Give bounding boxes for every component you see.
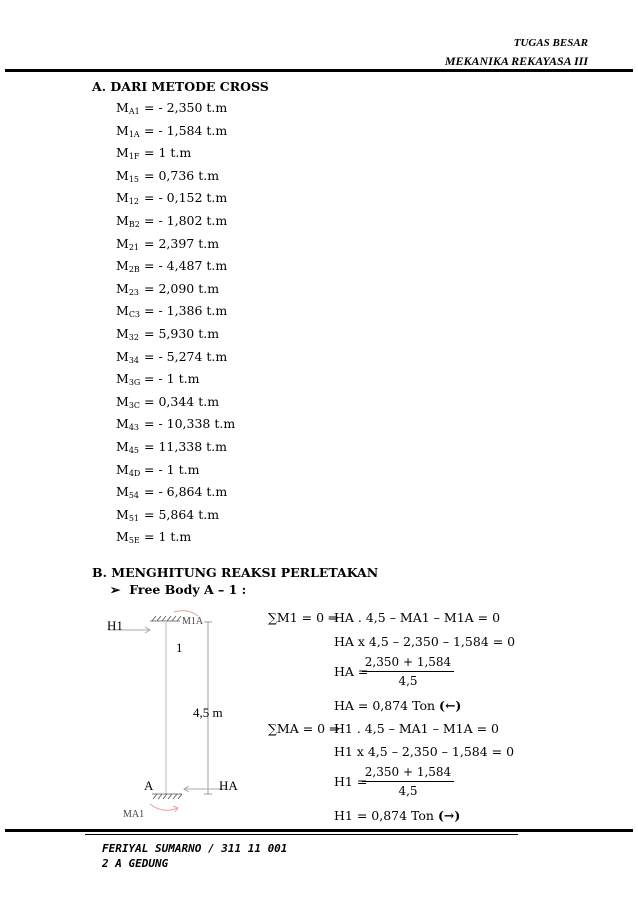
moment-value: = 1 t.m [144,145,192,161]
moment-subscript: 12 [128,197,139,207]
label-m1a: M1A [182,616,204,627]
moment-symbol: M [116,506,129,522]
moment-value: = - 1,386 t.m [144,303,228,319]
label-node-1: 1 [176,640,183,655]
h1-result [334,808,460,823]
moment-subscript: C3 [128,310,141,320]
footer-author: FERIYAL SUMARNO / 311 11 001 [102,842,288,855]
footer-class: 2 A GEDUNG [102,857,169,870]
moment-subscript: 3C [128,400,141,410]
moment-value: = - 1,802 t.m [144,213,228,228]
moment-symbol: M [116,100,129,115]
h1-fraction [362,765,454,798]
sum-m1-lead: ∑M1 = 0 ⇒ [268,610,339,625]
ha-fraction [362,655,454,688]
moment-value: = - 0,152 t.m [144,190,228,206]
moment-symbol: M [116,280,129,296]
moment-value: = - 2,350 t.m [144,100,228,115]
ha-lhs: HA = [334,664,369,679]
ha-numerator: 2,350 + 1,584 [362,655,454,672]
moment-subscript: A1 [128,107,140,116]
moment-symbol: M [116,326,129,341]
moment-subscript: 1F [128,152,140,162]
moment-value: = - 1,584 t.m [144,122,228,138]
moment-value: = - 10,338 t.m [144,416,236,432]
moment-value: = - 1 t.m [144,371,200,387]
h1-direction-right-arrow: (→) [437,808,461,823]
moment-symbol: M [116,213,129,228]
h1-result-value: H1 = 0,874 Ton [334,808,434,823]
moment-subscript: 51 [128,513,139,523]
moment-symbol: M [116,529,129,545]
sum-ma-substitution: H1 x 4,5 – 2,350 – 1,584 = 0 [334,744,515,759]
moment-value: = 5,864 t.m [144,506,220,522]
moment-value: = - 5,274 t.m [144,348,228,364]
moment-symbol: M [116,461,129,477]
ma1-moment-arrow [150,804,178,810]
moment-value: = - 1 t.m [144,461,200,477]
top-support-hatch [150,616,181,621]
ha-direction-left-arrow: (←) [439,698,462,713]
moment-subscript: B2 [128,220,140,229]
label-height: 4,5 m [193,705,223,720]
moment-subscript: 45 [128,446,139,455]
moment-subscript: 54 [128,491,139,501]
moment-subscript: 43 [128,423,139,433]
moment-subscript: 3G [128,378,141,388]
ha-result [334,698,461,713]
moment-subscript: 21 [128,242,139,252]
moment-value: = 11,338 t.m [144,439,228,454]
moment-subscript: 15 [128,174,139,184]
moment-value: = 2,397 t.m [144,235,220,251]
section-a-title: A. DARI METODE CROSS [92,79,269,94]
moment-symbol: M [116,190,129,206]
sum-m1-substitution: HA x 4,5 – 2,350 – 1,584 = 0 [334,634,516,649]
label-ha: HA [219,778,238,793]
section-b-title: B. MENGHITUNG REAKSI PERLETAKAN [92,565,379,580]
h1-numerator: 2,350 + 1,584 [362,765,454,782]
sum-ma-equation: H1 . 4,5 – MA1 – M1A = 0 [334,721,499,736]
moment-value: = 2,090 t.m [144,280,220,296]
moment-subscript: 2B [128,265,140,275]
footer-rule-thin [85,834,518,835]
sum-m1-equation: HA . 4,5 – MA1 – M1A = 0 [334,610,501,625]
bottom-support-hatch [152,794,182,799]
label-ma1: MA1 [123,809,145,820]
ha-result-value: HA = 0,874 Ton [334,698,436,713]
moment-symbol: M [116,393,129,409]
moment-subscript: 5E [128,536,140,546]
moment-value: = 1 t.m [144,529,192,545]
moment-value: = 0,736 t.m [144,167,220,183]
moment-value: = 5,930 t.m [144,326,220,341]
moment-subscript: 32 [128,333,139,342]
header-subject: MEKANIKA REKAYASA III [444,54,588,68]
moment-value: = 0,344 t.m [144,393,220,409]
moment-value: = - 4,487 t.m [144,258,228,274]
moment-symbol: M [116,484,129,500]
moment-value: = - 6,864 t.m [144,484,228,500]
moment-symbol: M [116,439,129,454]
moment-symbol: M [116,258,129,274]
h1-lhs: H1 = [334,774,368,789]
moment-subscript: 1A [128,129,140,139]
free-body-title: Free Body A – 1 : [129,582,247,597]
label-a: A [144,778,154,793]
moment-symbol: M [116,348,129,364]
moment-symbol: M [116,371,129,387]
bullet-arrow-icon: ➢ [110,582,121,597]
moment-symbol: M [116,145,129,161]
moment-symbol: M [116,122,129,138]
moment-subscript: 23 [128,287,139,297]
header-title: TUGAS BESAR [513,37,588,49]
label-h1: H1 [107,618,123,633]
moment-symbol: M [116,167,129,183]
footer-rule-thick [5,829,633,832]
moment-symbol: M [116,235,129,251]
h1-denominator: 4,5 [398,784,418,798]
moment-symbol: M [116,303,129,319]
moment-subscript: 34 [128,355,139,365]
sum-ma-lead: ∑MA = 0 ⇒ [268,721,340,736]
ha-denominator: 4,5 [398,674,418,688]
moment-subscript: 4D [128,468,141,478]
moment-symbol: M [116,416,129,432]
